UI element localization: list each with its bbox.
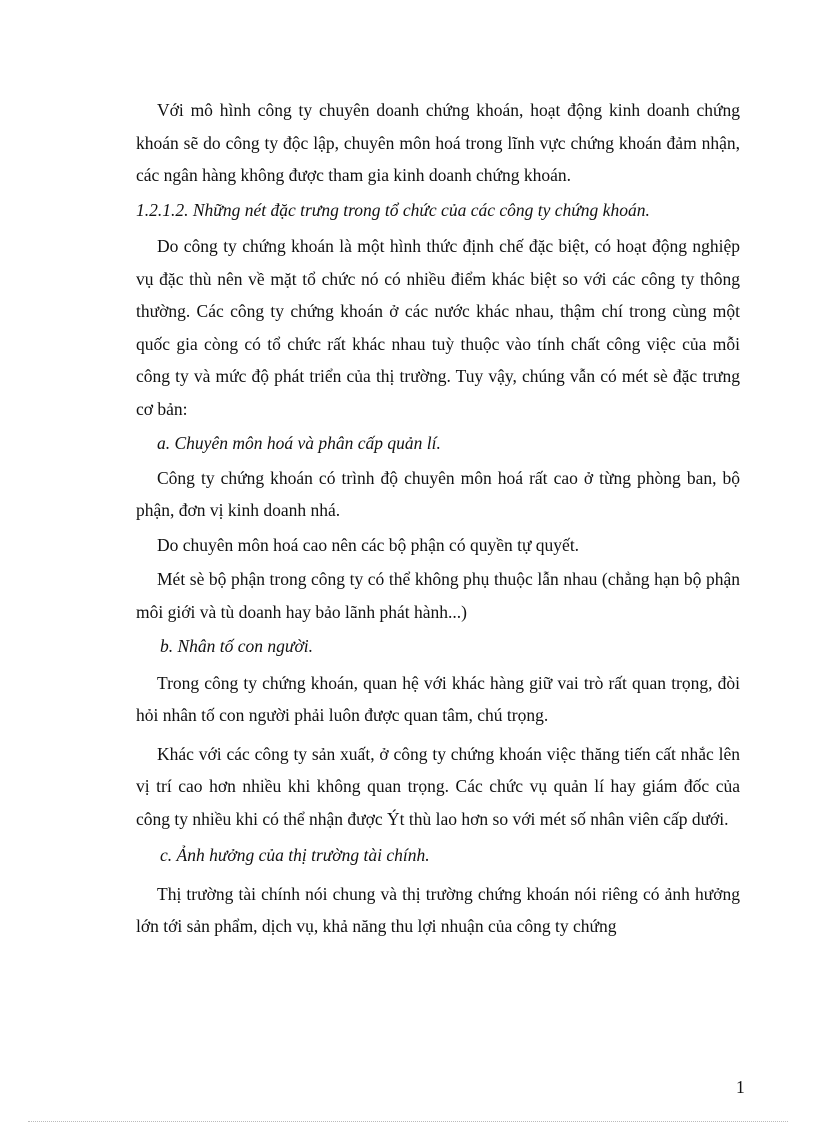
paragraph-market-influence: Thị trường tài chính nói chung và thị trường chứng khoán nói riêng có ảnh hưởng lớn tới sản phẩm, dịch vụ, khả năng thu lợi nhuận của công ty chứng: [136, 883, 740, 936]
subheading-specialization: a. Chuyên môn hoá và phân cấp quản lí.: [157, 433, 441, 453]
paragraph-independent-divisions: Mét sè bộ phận trong công ty có thể không phụ thuộc lẫn nhau (chẳng hạn bộ phận môi giới và tù doanh hay bảo lãnh phát hành...): [136, 569, 740, 622]
footer-divider: [28, 1121, 788, 1122]
paragraph-high-specialization: Công ty chứng khoán có trình độ chuyên môn hoá rất cao ở từng phòng ban, bộ phận, đơn vị kinh doanh nhá.: [136, 467, 740, 520]
section-heading-characteristics: 1.2.1.2. Những nét đặc trưng trong tổ chức của các công ty chứng khoán.: [136, 199, 650, 220]
paragraph-specialized-model: Với mô hình công ty chuyên doanh chứng khoán, hoạt động kinh doanh chứng khoán sẽ do công ty độc lập, chuyên môn hoá trong lĩnh vực chứng khoán đảm nhận, các ngân hàng không được tham gia kinh doanh chứng khoán.: [136, 100, 740, 185]
page-number: 1: [736, 1077, 745, 1097]
paragraph-special-institution: Do công ty chứng khoán là một hình thức định chế đặc biệt, có hoạt động nghiệp vụ đặc thù nên về mặt tổ chức nó có nhiều điểm khác biệt so với các công ty thông thường. Các công ty chứng khoán ở các nước khác nhau, thậm chí trong cùng một quốc gia còng có tổ chức rất khác nhau tuỳ thuộc vào tính chất công việc của mỗi công ty và mức độ phát triển của thị trường. Tuy vậy, chúng vẫn có mét sè đặc trưng cơ bản:: [136, 236, 740, 419]
document-body: [136, 94, 740, 943]
subheading-human-factor: b. Nhân tố con người.: [160, 636, 314, 656]
paragraph-promotion: Khác với các công ty sản xuất, ở công ty chứng khoán việc thăng tiến cất nhắc lên vị trí cao hơn nhiều khi không quan trọng. Các chức vụ quản lí hay giám đốc của công ty nhiều khi có thể nhận được Ýt thù lao hơn so với mét số nhân viên cấp dưới.: [136, 743, 740, 829]
paragraph-customer-relations: Trong công ty chứng khoán, quan hệ với khác hàng giữ vai trò rất quan trọng, đòi hỏi nhân tố con người phải luôn được quan tâm, chú trọng.: [136, 672, 740, 725]
subheading-financial-market: c. Ảnh hưởng của thị trường tài chính.: [160, 845, 430, 865]
paragraph-autonomy: Do chuyên môn hoá cao nên các bộ phận có quyền tự quyết.: [157, 534, 580, 555]
